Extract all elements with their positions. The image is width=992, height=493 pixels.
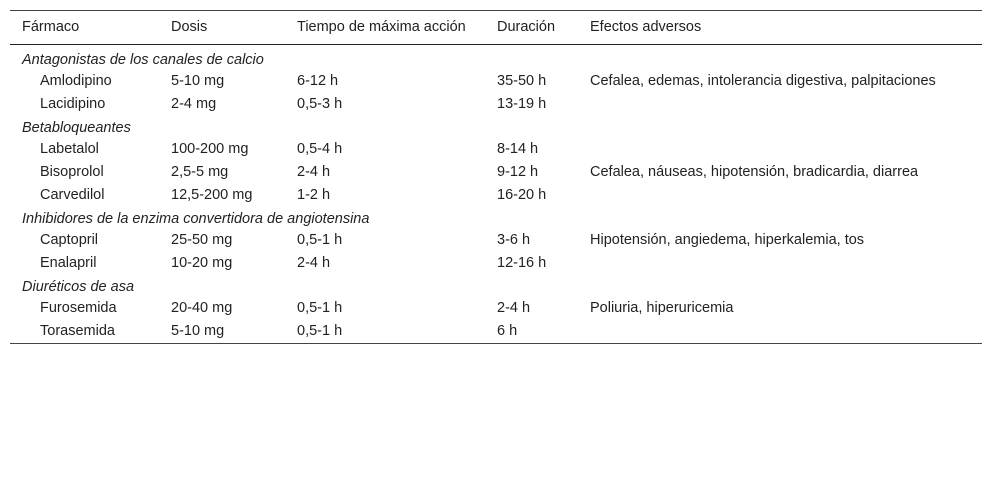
cell-farmaco: Labetalol [40,141,99,157]
header-dosis: Dosis [171,19,208,35]
cell-duracion: 3-6 h [497,232,531,248]
cell-tiempo: 0,5-1 h [297,300,343,316]
cell-farmaco: Carvedilol [40,187,105,203]
header-row [10,11,982,45]
cell-efectos: Cefalea, náuseas, hipotensión, bradicardia, diarrea [590,164,919,180]
header-farmaco: Fármaco [22,19,80,35]
cell-tiempo: 2-4 h [297,164,331,180]
header-efectos: Efectos adversos [590,19,702,35]
cell-efectos [578,252,982,275]
cell-dosis: 10-20 mg [171,255,233,271]
table-row [10,70,982,93]
group-row [10,48,982,70]
cell-tiempo: 1-2 h [297,187,331,203]
header-duracion: Duración [497,19,556,35]
cell-efectos [578,320,982,344]
cell-farmaco: Amlodipino [40,73,112,89]
cell-duracion: 16-20 h [497,187,547,203]
table-row [10,297,982,320]
cell-dosis: 2-4 mg [171,96,217,112]
group-title: Betabloqueantes [22,120,131,136]
cell-dosis: 2,5-5 mg [171,164,229,180]
group-row [10,116,982,138]
cell-duracion: 12-16 h [497,255,547,271]
cell-farmaco: Furosemida [40,300,117,316]
table-row [10,320,982,344]
cell-efectos: Poliuria, hiperuricemia [590,300,734,316]
cell-duracion: 13-19 h [497,96,547,112]
cell-efectos: Cefalea, edemas, intolerancia digestiva, palpitaciones [590,73,936,89]
cell-efectos [578,93,982,116]
table-row [10,229,982,252]
cell-efectos [578,184,982,207]
cell-efectos: Hipotensión, angiedema, hiperkalemia, tos [590,232,865,248]
group-row [10,275,982,297]
cell-dosis: 12,5-200 mg [171,187,253,203]
header-tiempo: Tiempo de máxima acción [297,19,466,35]
cell-tiempo: 0,5-3 h [297,96,343,112]
group-title: Inhibidores de la enzima convertidora de angiotensina [22,211,370,227]
cell-duracion: 9-12 h [497,164,539,180]
cell-dosis: 20-40 mg [171,300,233,316]
group-title: Diuréticos de asa [22,279,135,295]
cell-tiempo: 0,5-4 h [297,141,343,157]
cell-tiempo: 0,5-1 h [297,323,343,339]
drug-table [10,10,982,344]
cell-farmaco: Lacidipino [40,96,106,112]
cell-farmaco: Captopril [40,232,99,248]
group-row [10,207,982,229]
table-row [10,138,982,161]
cell-dosis: 100-200 mg [171,141,249,157]
cell-dosis: 25-50 mg [171,232,233,248]
cell-tiempo: 2-4 h [297,255,331,271]
cell-efectos [578,138,982,161]
table-row [10,252,982,275]
cell-farmaco: Enalapril [40,255,97,271]
group-title: Antagonistas de los canales de calcio [22,52,264,68]
table-row [10,161,982,184]
cell-dosis: 5-10 mg [171,323,225,339]
cell-duracion: 6 h [497,323,518,339]
cell-duracion: 8-14 h [497,141,539,157]
cell-tiempo: 6-12 h [297,73,339,89]
cell-duracion: 35-50 h [497,73,547,89]
cell-tiempo: 0,5-1 h [297,232,343,248]
cell-farmaco: Torasemida [40,323,115,339]
table-row [10,93,982,116]
cell-dosis: 5-10 mg [171,73,225,89]
cell-farmaco: Bisoprolol [40,164,104,180]
cell-duracion: 2-4 h [497,300,531,316]
table-row [10,184,982,207]
